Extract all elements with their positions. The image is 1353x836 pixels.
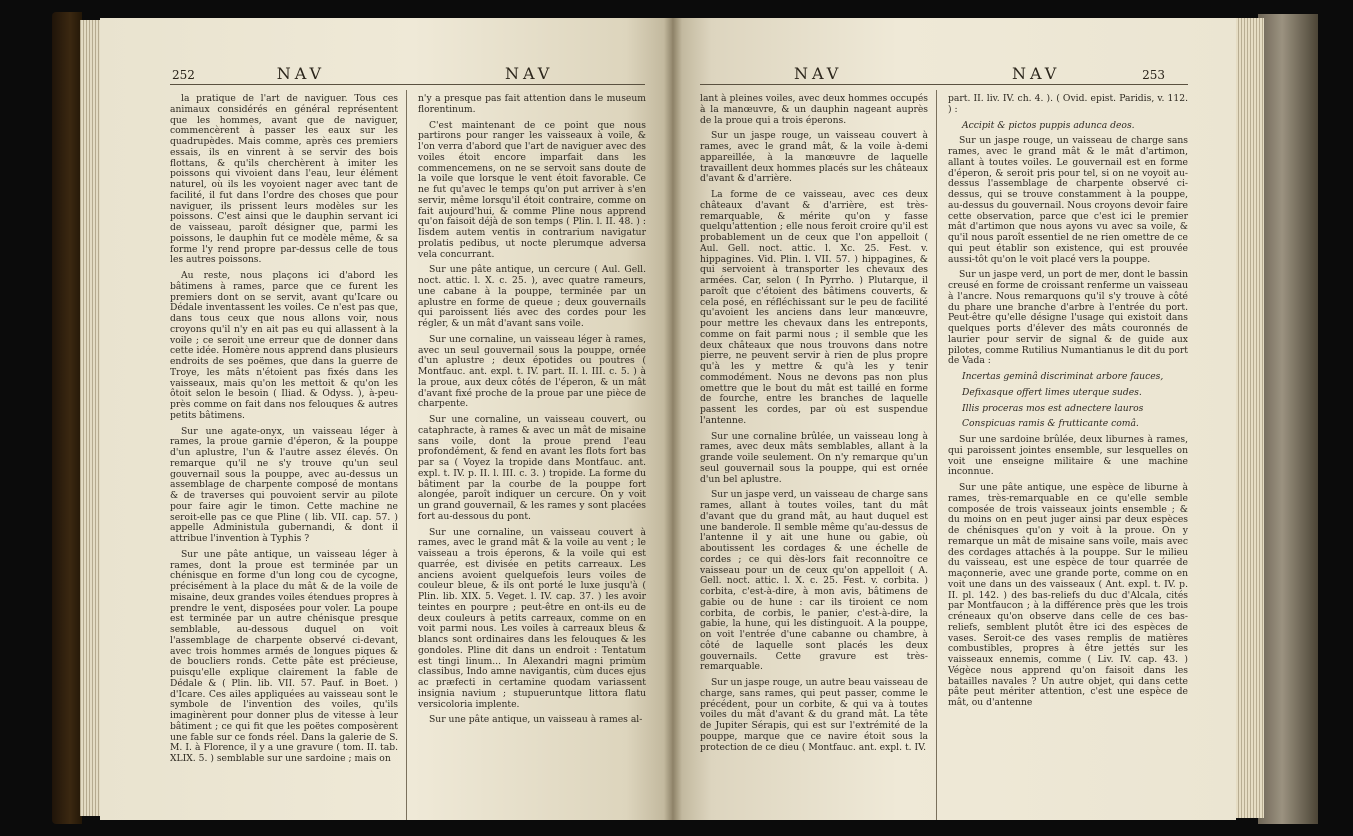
left-column-1 bbox=[170, 94, 398, 770]
right-header-rule bbox=[700, 84, 1188, 85]
verse-line: Incertas geminâ discriminat arbore fauces, bbox=[962, 371, 1164, 382]
paragraph: Sur un jaspe verd, un port de mer, dont le bassin creusé en forme de croissant renferme un vaisseau à l'ancre. Nous remarquons qu'il s'y trouve à côté du phare une branche d'arbre à l'entrée du port. Peut-être qu'elle désigne l'usage qui existoit dans quelques ports d'élever des mâts couronnés de laurier pour servir de signal & de guide aux pilotes, comme Rutilius Numantianus le dit du port de Vada : bbox=[948, 269, 1188, 367]
paragraph: la pratique de l'art de naviguer. Tous ces animaux considérés en général représentent que les hommes, avant que de naviguer, commencèrent à passer les eaux sur les quadrupèdes. Mais comme, après ces premiers essais, ils en vinrent à se servir des bois flottans, & qu'ils cherchèrent à imiter les poissons qui vivoient dans l'eau, leur élément naturel, où ils les voyoient nager avec tant de facilité, il fut dans l'ordre des choses que pour naviguer, ils prissent leurs modèles sur les poissons. C'est ainsi que le dauphin servant ici de vaisseau, paroît désigner que, parmi les poissons, le dauphin fut ce modèle même, & sa forme l'y rend propre par-dessus celle de tous les autres poissons. bbox=[170, 93, 398, 266]
paragraph: lant à pleines voiles, avec deux hommes occupés à la manœuvre, & un dauphin nageant auprès de la proue qui a trois éperons. bbox=[700, 93, 928, 126]
paragraph: n'y a presque pas fait attention dans le museum florentinum. bbox=[418, 93, 646, 115]
paragraph: Sur un jaspe rouge, un vaisseau couvert à rames, avec le grand mât, & la voile à-demi appareillée, à la manœuvre de laquelle travaillent deux hommes placés sur les châteaux d'avant & d'arrière. bbox=[700, 130, 928, 185]
left-book-cover bbox=[52, 12, 82, 824]
left-page-header-left bbox=[172, 64, 325, 83]
verse-line: Conspicuas ramis & frutticante comâ. bbox=[962, 418, 1139, 430]
right-column-2 bbox=[948, 94, 1188, 714]
paragraph: Sur une cornaline, un vaisseau couvert à rames, avec le grand mât & la voile au vent ; le vaisseau a trois éperons, & la voile qui est quarrée, est divisée en petits carreaux. Les anciens avoient quelquefois leurs voiles de couleur bleue, & ils ont porté le luxe jusqu'à ( Plin. lib. XIX. 5. Veget. l. IV. cap. 37. ) les avoir teintes en pourpre ; peut-être en ont-ils eu de deux couleurs à petits carreaux, comme on en voit parmi nous. Les voiles à carreaux bleus & blancs sont ordinaires dans les felouques & les gondoles. Pline dit dans un endroit : Tentatum est tingi linum... In Alexandri magni primùm classibus, Indo amne navigantis, cùm duces ejus ac præfecti in certamine quodam variassent insignia navium ; stupueruntque littora flatu versicoloria implente. bbox=[418, 526, 646, 710]
left-page-number: 252 bbox=[172, 68, 195, 82]
paragraph: Sur une pâte antique, un cercure ( Aul. Gell. noct. attic. l. X. c. 25. ), avec quatre rameurs, une cabane à la pouppe, terminée par un aplustre en forme de queue ; deux gouvernails qui paroissent liés avec des cordes pour les régler, & un mât d'avant sans voile. bbox=[418, 264, 646, 329]
paragraph: Sur une cornaline, un vaisseau couvert, ou cataphracte, à rames & avec un mât de misaine sans voile, dont la proue prend l'eau profondément, & fend en avant les flots fort bas par sa ( Voyez la tropide dans Montfauc. ant. expl. t. IV. p. II. l. III. c. 3. ) tropide. La forme du bâtiment par la courbe de la pouppe fort alongée, paroît indiquer un cercure. On y voit un grand gouvernail, & les rames y sont placées fort au-dessous du pont. bbox=[418, 414, 646, 522]
left-header-rule bbox=[170, 84, 645, 85]
paragraph: part. II. liv. IV. ch. 4. ). ( Ovid. epist. Paridis, v. 112. ) : bbox=[948, 93, 1188, 115]
left-column-divider bbox=[406, 90, 407, 820]
paragraph: Sur une pâte antique, une espèce de liburne à rames, très-remarquable en ce qu'elle semble composée de trois vaisseaux joints ensemble ; & du moins on en peut juger ainsi par deux espèces de chénisques qu'on y voit à la proue. On y remarque un mât de misaine sans voile, mais avec des cordages attachés à la pouppe. Sur le milieu du vaisseau, est une espèce de tour quarrée de maçonnerie, avec une grande porte, comme on en voit une dans un des vaisseaux ( Ant. expl. t. IV. p. II. pl. 142. ) des bas-reliefs du duc d'Alcala, cités par Montfaucon ; à la différence près que les trois créneaux qu'on observe dans celle de ces bas-reliefs, semblent plutôt être ici des espèces de vases. Seroit-ce des vases remplis de matières combustibles, propres à être jettés sur les vaisseaux ennemis, comme ( Liv. IV. cap. 43. ) Végèce nous apprend qu'on faisoit dans les batailles navales ? Un autre objet, qui dans cette pâte peut mériter attention, c'est une espèce de mât, ou d'antenne bbox=[948, 482, 1188, 708]
right-column-1 bbox=[700, 94, 928, 758]
book-gutter-shadow bbox=[664, 18, 682, 820]
right-page-number: 253 bbox=[1142, 68, 1165, 82]
paragraph: Sur un jaspe verd, un vaisseau de charge sans rames, allant à toutes voiles, tant du mât d'avant que du grand mât, au haut duquel est une banderole. Il semble même qu'au-dessus de l'antenne il y ait une hune ou gabie, où aboutissent les cordages & une échelle de cordes ; ce qui dès-lors fait reconnoître ce vaisseau pour un de ceux qu'on appelloit ( A. Gell. noct. attic. l. X. c. 25. Fest. v. corbita. ) corbita, c'est-à-dire, à mon avis, bâtimens de gabie ou de hune : car ils tiroient ce nom corbita, de corbis, le panier, c'est-à-dire, la gabie, la hune, qui les distinguoit. A la pouppe, on voit l'entrée d'une cabanne ou chambre, à côté de laquelle sont placés les deux gouvernails. Cette gravure est très-remarquable. bbox=[700, 489, 928, 673]
paragraph: Sur un jaspe rouge, un vaisseau de charge sans rames, avec le grand mât & le mât d'artimon, allant à toutes voiles. Le gouvernail est en forme d'éperon, & seroit pris pour tel, si on ne voyoit au-dessus l'assemblage de charpente observé ci-dessus, qui se trouve constamment à la pouppe, au-dessus du gouvernail. Nous croyons devoir faire cette observation, parce que c'est ici le premier mât d'artimon que nous ayons vu avec sa voile, & qu'il nous paroît essentiel de ne rien omettre de ce qui peut établir son existence, qui est prouvée aussi-tôt qu'on le voit placé vers la pouppe. bbox=[948, 135, 1188, 265]
left-column-2 bbox=[418, 94, 646, 731]
left-header-word-1: NAV bbox=[276, 64, 325, 83]
paragraph: Sur une cornaline brûlée, un vaisseau long à rames, avec deux mâts semblables, allant à la grande voile seulement. On n'y remarque qu'un seul gouvernail sous la pouppe, qui est ornée d'un bel aplustre. bbox=[700, 430, 928, 485]
right-header-word-1: NAV bbox=[794, 64, 843, 83]
paragraph: Sur une agate-onyx, un vaisseau léger à rames, la proue garnie d'éperon, & la pouppe d'un aplustre, l'un & l'autre assez élevés. On remarque qu'il ne s'y trouve qu'un seul gouvernail sous la pouppe, avec au-dessus un assemblage de charpente composé de montans & de traverses qui pouvoient servir au pilote pour faire agir le timon. Cette machine ne seroit-elle pas ce que Pline ( lib. VII. cap. 57. ) appelle Administula gubernandi, & dont il attribue l'invention à Typhis ? bbox=[170, 425, 398, 544]
paragraph: Sur une pâte antique, un vaisseau léger à rames, dont la proue est terminée par un chénisque en forme d'un long cou de cycogne, précisément à la place du mât & de la voile de misaine, deux grandes voiles étendues propres à prendre le vent, disposées pour voler. La poupe est terminée par un autre chénisque presque semblable, au-dessous duquel on voit l'assemblage de charpente observé ci-devant, avec trois hommes armés de longues piques & de boucliers ronds. Cette pâte est précieuse, puisqu'elle explique clairement la fable de Dédale & ( Plin. lib. VII. 57. Pauf. in Boet. ) d'Icare. Ces ailes appliquées au vaisseau sont le symbole de l'invention des voiles, qu'ils imaginèrent pour donner plus de vitesse à leur bâtiment ; ce qui fit que les poëtes composèrent une fable sur ce fonds réel. Dans la galerie de S. M. I. à Florence, il y a une gravure ( tom. II. tab. XLIX. 5. ) semblable sur une sardoine ; mais on bbox=[170, 548, 398, 764]
paragraph: Sur une pâte antique, un vaisseau à rames al- bbox=[429, 714, 643, 726]
paragraph: Sur une sardoine brûlée, deux liburnes à rames, qui paroissent jointes ensemble, sur lesquelles on voit une enseigne militaire & une machine inconnue. bbox=[948, 434, 1188, 478]
paragraph: C'est maintenant de ce point que nous partirons pour ranger les vaisseaux à voile, & l'on verra d'abord que l'art de naviguer avec des voiles étoit encore imparfait dans les commencemens, on ne se servoit sans doute de la voile que lorsque le vent étoit favorable. Ce ne fut qu'avec le temps qu'on put arriver à s'en servir, même lorsqu'il étoit contraire, comme on fait aujourd'hui, & comme Pline nous apprend qu'on faisoit déjà de son temps ( Plin. l. II. 48. ) : Iisdem autem ventis in contrarium navigatur prolatis pedibus, ut nocte plerumque adversa vela concurrant. bbox=[418, 119, 646, 260]
paragraph: Sur un jaspe rouge, un autre beau vaisseau de charge, sans rames, qui peut passer, comme le précédent, pour un corbite, & qui va à toutes voiles du mât d'avant & du grand mât. La tête de Jupiter Sérapis, qui est sur l'extrémité de la pouppe, marque que ce navire étoit sous la protection de ce dieu ( Montfauc. ant. expl. t. IV. bbox=[700, 677, 928, 753]
paragraph: La forme de ce vaisseau, avec ces deux châteaux d'avant & d'arrière, est très-remarquable, & mérite qu'on y fasse quelqu'attention ; elle nous feroit croire qu'il est probablement un de ceux que l'on appelloit ( Aul. Gell. noct. attic. l. Xc. 25. Fest. v. hippagines. Vid. Plin. l. VII. 57. ) hippagines, & qui servoient à transporter les chevaux des armées. Car, selon ( In Pyrrho. ) Plutarque, il paroît que c'étoient des bâtimens couverts, & cela posé, en réfléchissant sur le peu de facilité qu'avoient les anciens dans leur manœuvre, pour mettre les chevaux dans les entreponts, comme on fait parmi nous ; il semble que les deux châteaux que nous trouvons dans notre pierre, ne peuvent servir à rien de plus propre qu'à les y mettre & qu'à les y tenir commodément. Nous ne devons pas non plus omettre que le bout du mât est taillé en forme de fourche, entre les branches de laquelle passent les cordes, par où est suspendue l'antenne. bbox=[700, 189, 928, 426]
right-page bbox=[672, 18, 1236, 820]
paragraph: Sur une cornaline, un vaisseau léger à rames, avec un seul gouvernail sous la pouppe, ornée d'un aplustre ; deux épotides ou poutres ( Montfauc. ant. expl. t. IV. part. II. l. III. c. 5. ) à la proue, aux deux côtés de l'éperon, & un mât d'avant fixé proche de la proue par une pièce de charpente. bbox=[418, 333, 646, 410]
verse-line: Illis proceras mos est adnectere lauros bbox=[962, 402, 1144, 414]
left-header-word-2: NAV bbox=[505, 64, 554, 83]
paragraph: Au reste, nous plaçons ici d'abord les bâtimens à rames, parce que ce furent les premiers dont on se servit, avant qu'Icare ou Dédale inventassent les voiles. Ce n'est pas que, dans tous ceux que nous allons voir, nous croyons qu'il n'y en ait pas eu qui allassent à la voile ; ce seroit une erreur que de donner dans cette idée. Homère nous apprend dans plusieurs endroits de ses poëmes, que dans la guerre de Troye, les mâts n'étoient pas fixés dans les vaisseaux, mais qu'on les mettoit & qu'on les ôtoit selon le besoin ( Iliad. & Odyss. ), à-peu-près comme on fait dans nos felouques & autres petits bâtimens. bbox=[170, 270, 398, 421]
verse-line: Accipit & pictos puppis adunca deos. bbox=[962, 119, 1135, 131]
right-page-header-right bbox=[1012, 64, 1165, 83]
right-book-cover bbox=[1258, 14, 1318, 824]
left-page bbox=[100, 18, 672, 820]
right-column-divider bbox=[936, 90, 937, 820]
verse-line: Defixasque offert limes uterque sudes. bbox=[962, 386, 1142, 398]
right-header-word-2: NAV bbox=[1012, 64, 1061, 83]
